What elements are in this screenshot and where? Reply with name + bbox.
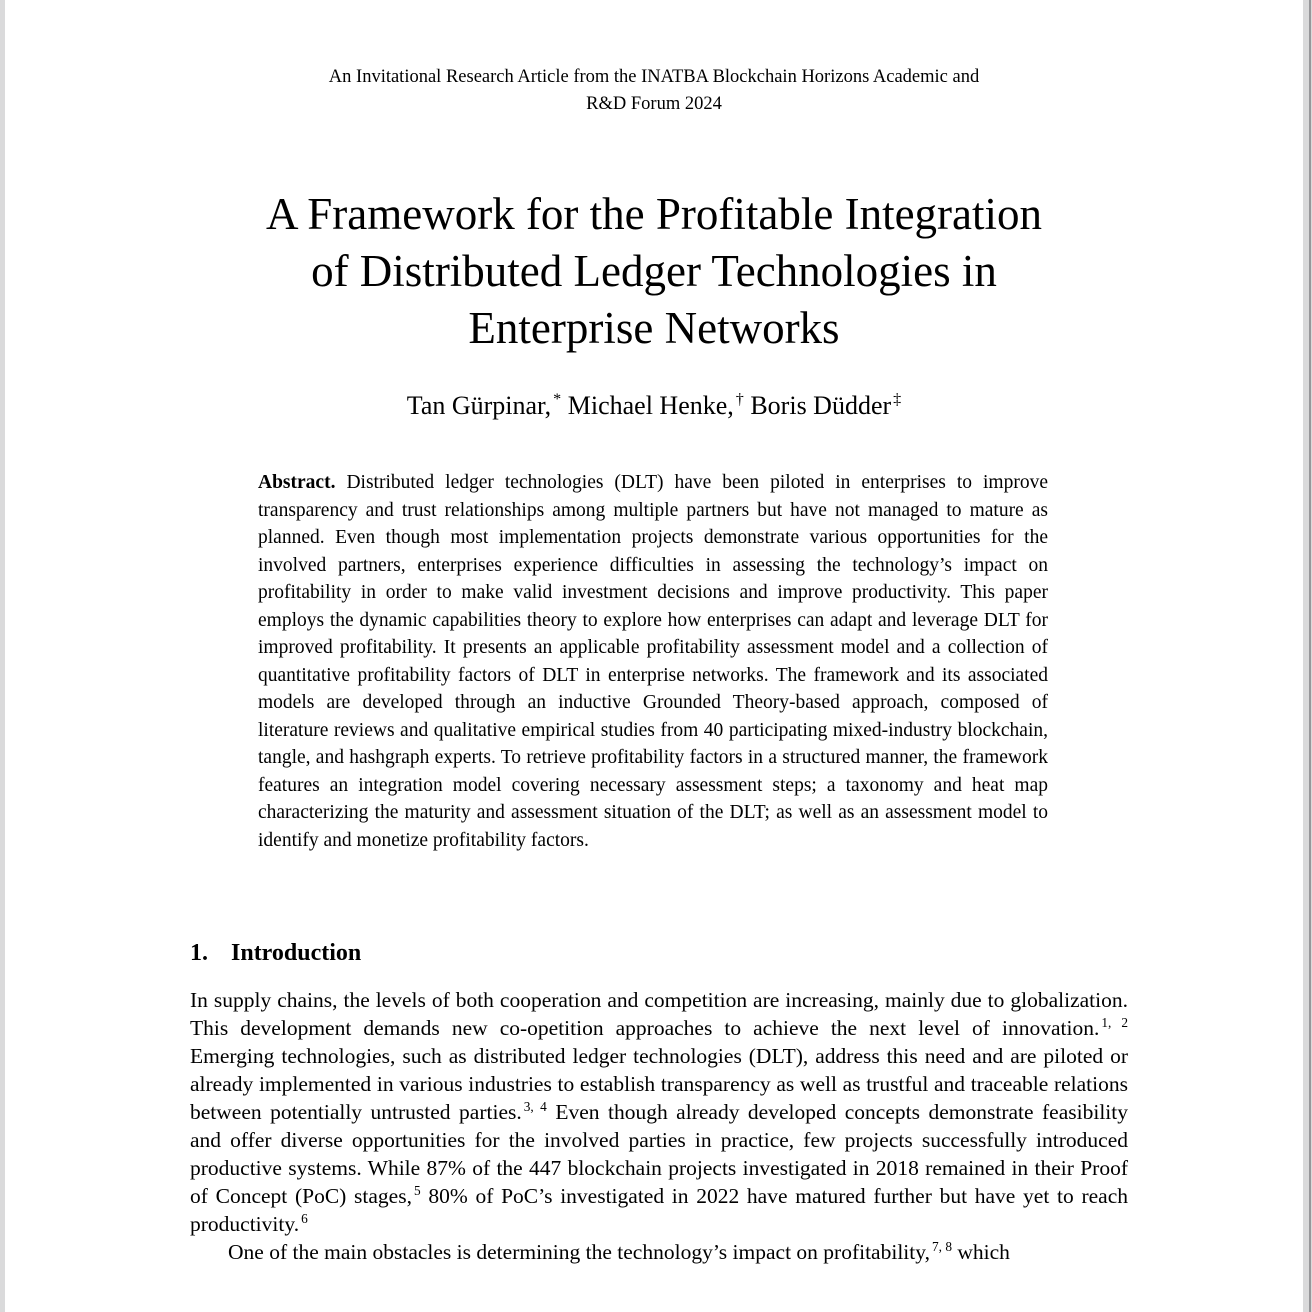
paper-title-line: A Framework for the Profitable Integration: [265, 189, 1043, 239]
conference-note-line: An Invitational Research Article from the INATBA Blockchain Horizons Academic and: [328, 67, 980, 87]
conference-note-line: R&D Forum 2024: [586, 94, 722, 114]
paper-title-line: of Distributed Ledger Technologies in: [311, 246, 997, 296]
intro-paragraph-2: One of the main obstacles is determining the technology’s impact on profitability, $^{7, 8}$ which: [228, 1238, 1010, 1264]
abstract-text: Distributed ledger technologies (DLT) have been piloted in enterprises to improve transparency and trust relationships among multiple partners but have not managed to mature as planned. Even though most implementation projects demonstrate various opportunities for the involved partners, enterprises experience difficulties in assessing the technology’s impact on profitability in order to make valid investment decisions and improve productivity. This paper employs the dynamic capabilities theory to explore how enterprises can adapt and leverage DLT for improved profitability. It presents an applicable profitability assessment model and a collection of quantitative profitability factors of DLT in enterprise networks. The framework and its associated models are developed through an inductive Grounded Theory-based approach, composed of literature reviews and qualitative empirical studies from 40 participating mixed-industry blockchain, tangle, and hashgraph experts. To retrieve profitability factors in a structured manner, the framework features an integration model covering necessary assessment steps; a taxonomy and heat map characterizing the maturity and assessment situation of the DLT; as well as an assessment model to identify and monetize profitability factors.: [258, 472, 1048, 851]
paper-title: [5, 186, 1303, 357]
section-number: 1.: [190, 940, 208, 966]
conference-note: [5, 64, 1303, 118]
intro-paragraph-1: In supply chains, the levels of both cooperation and competition are increasing, mainly due to globalization. This development demands new co-opetition approaches to achieve the next level of innovation. $^{1, 2}$ Emerging technologies, such as distributed ledger technologies (DLT), address this need and are piloted or already implemented in various industries to establish transparency as well as trustful and traceable relations between potentially untrusted parties. $^{3, 4}$ Even though already developed concepts demonstrate feasibility and offer diverse opportunities for the involved parties in practice, few projects successfully introduced productive systems. While 87% of the 447 blockchain projects investigated in 2018 remained in their Proof of Concept (PoC) stages, $^5$ 80% of PoC’s investigated in 2022 have matured further but have yet to reach productivity. $^6$: [190, 988, 1129, 1236]
section-title: Introduction: [231, 940, 362, 966]
paper-title-line: Enterprise Networks: [468, 303, 840, 353]
authors-line: Tan Gürpinar, * Michael Henke, † Boris Düdder ‡: [406, 391, 902, 420]
window-edge-line: [1309, 0, 1311, 1312]
section-heading-introduction: [190, 938, 1303, 968]
abstract-paragraph: [258, 469, 1048, 854]
abstract-label: Abstract.: [258, 472, 336, 493]
document-page: [5, 0, 1303, 1312]
